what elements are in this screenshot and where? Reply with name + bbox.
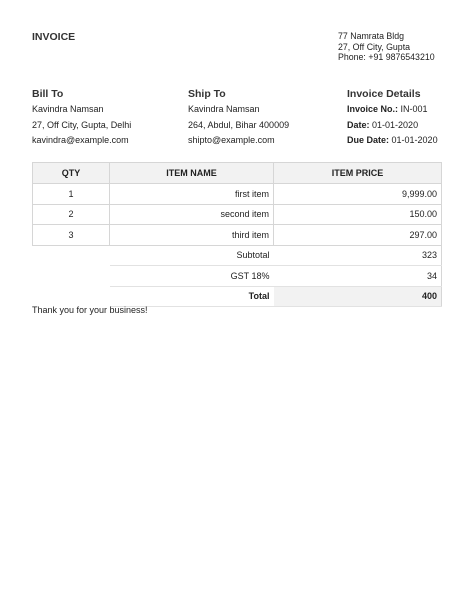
row-item-name: third item xyxy=(110,225,274,246)
company-line: 27, Off City, Gupta xyxy=(338,41,411,52)
bill-to-heading: Bill To xyxy=(32,88,64,100)
row-item-name: second item xyxy=(110,204,274,225)
invoice-number-row xyxy=(347,104,428,114)
ship-to-address: 264, Abdul, Bihar 400009 xyxy=(188,120,290,130)
invoice-details-heading: Invoice Details xyxy=(347,88,421,100)
due-date-row xyxy=(347,135,438,145)
header-item-price: ITEM PRICE xyxy=(274,163,442,184)
row-item-price: 9,999.00 xyxy=(274,184,442,205)
subtotal-row xyxy=(33,245,442,266)
row-item-name: first item xyxy=(110,184,274,205)
items-table xyxy=(32,162,442,307)
row-item-price: 297.00 xyxy=(274,225,442,246)
row-qty: 1 xyxy=(33,184,110,205)
row-qty: 3 xyxy=(33,225,110,246)
tax-row xyxy=(33,266,442,287)
table-row xyxy=(33,225,442,246)
company-phone: Phone: +91 9876543210 xyxy=(338,52,435,62)
row-qty: 2 xyxy=(33,204,110,225)
company-address xyxy=(338,31,435,63)
total-label: Total xyxy=(110,286,274,307)
tax-label: GST 18% xyxy=(110,266,274,287)
invoice-date-label: Date: xyxy=(347,120,370,130)
table-row xyxy=(33,204,442,225)
bill-to-address: 27, Off City, Gupta, Delhi xyxy=(32,120,132,130)
due-date-label: Due Date: xyxy=(347,135,390,145)
subtotal-value: 323 xyxy=(274,245,442,266)
company-line: 77 Namrata Bldg xyxy=(338,31,405,41)
invoice-date-row xyxy=(347,120,418,130)
table-row xyxy=(33,184,442,205)
ship-to-name: Kavindra Namsan xyxy=(188,104,260,114)
invoice-date-value: 01-01-2020 xyxy=(372,120,419,130)
table-header-row xyxy=(33,163,442,184)
ship-to-email: shipto@example.com xyxy=(188,135,275,145)
tax-value: 34 xyxy=(274,266,442,287)
subtotal-label: Subtotal xyxy=(110,245,274,266)
header-qty: QTY xyxy=(33,163,110,184)
total-value: 400 xyxy=(274,286,442,307)
header-item-name: ITEM NAME xyxy=(110,163,274,184)
invoice-title: INVOICE xyxy=(32,31,76,43)
row-item-price: 150.00 xyxy=(274,204,442,225)
due-date-value: 01-01-2020 xyxy=(391,135,438,145)
bill-to-email: kavindra@example.com xyxy=(32,135,129,145)
bill-to-name: Kavindra Namsan xyxy=(32,104,104,114)
thank-you-note: Thank you for your business! xyxy=(32,305,148,315)
ship-to-heading: Ship To xyxy=(188,88,226,100)
invoice-number-value: IN-001 xyxy=(400,104,428,114)
invoice-number-label: Invoice No.: xyxy=(347,104,399,114)
total-row xyxy=(33,286,442,307)
